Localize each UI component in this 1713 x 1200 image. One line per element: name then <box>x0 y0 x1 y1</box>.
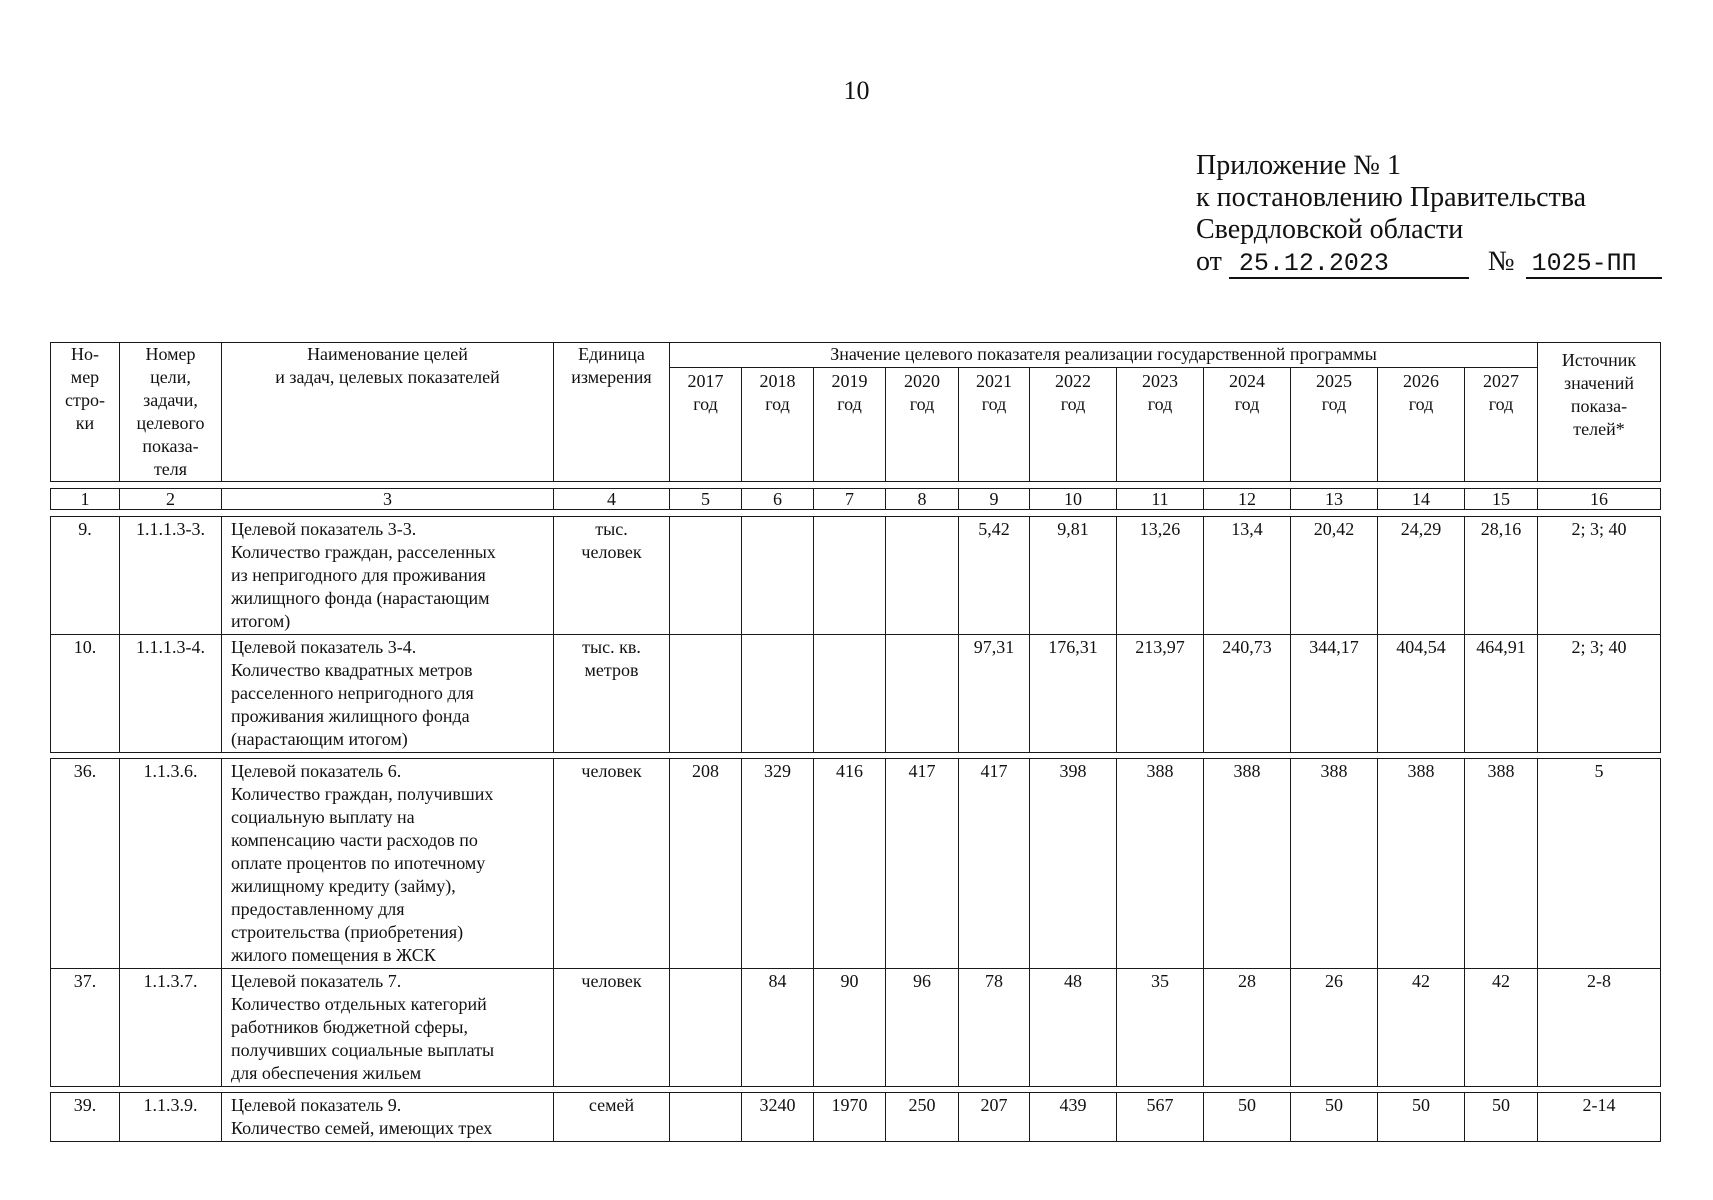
header-text-line: целевого <box>136 413 205 433</box>
indicator-name-line: для обеспечения жильем <box>231 1063 422 1083</box>
header-goal-number <box>120 343 222 482</box>
header-name <box>222 343 554 482</box>
header-year-value: 2023 <box>1142 370 1178 391</box>
indicator-name-line: Количество граждан, получивших <box>231 784 494 804</box>
indicator-name-line: Количество квадратных метров <box>231 660 473 680</box>
table-gap-cell <box>51 510 1661 517</box>
year-value: 84 <box>742 969 814 1087</box>
decree-date: 25.12.2023 <box>1229 251 1469 279</box>
goal-number: 1.1.1.3-4. <box>120 635 222 753</box>
column-numbers-row <box>51 489 1661 510</box>
row-number: 10. <box>51 635 120 753</box>
year-value: 9,81 <box>1030 517 1117 635</box>
appendix-date-line <box>1196 246 1662 279</box>
year-value <box>742 517 814 635</box>
header-year-value: 2027 <box>1483 370 1519 391</box>
year-value: 388 <box>1378 759 1465 969</box>
header-text-line: Наименование целей <box>307 344 468 364</box>
header-year-value: 2018 <box>759 370 796 391</box>
header-year-value: 2017 <box>687 370 724 391</box>
column-number: 8 <box>886 489 959 510</box>
header-year <box>1030 367 1117 481</box>
year-value: 250 <box>886 1093 959 1142</box>
goal-number: 1.1.3.7. <box>120 969 222 1087</box>
goal-number: 1.1.3.9. <box>120 1093 222 1142</box>
column-number: 4 <box>554 489 670 510</box>
header-year <box>814 367 886 481</box>
table-row <box>51 635 1661 753</box>
year-value: 329 <box>742 759 814 969</box>
year-value: 50 <box>1291 1093 1378 1142</box>
header-year-suffix: год <box>909 393 935 414</box>
column-number: 3 <box>222 489 554 510</box>
indicator-name <box>222 517 554 635</box>
header-year <box>1117 367 1204 481</box>
year-value: 567 <box>1117 1093 1204 1142</box>
header-year-suffix: год <box>1488 393 1514 414</box>
from-label: от <box>1196 246 1222 277</box>
column-number: 5 <box>670 489 742 510</box>
year-value: 13,26 <box>1117 517 1204 635</box>
indicator-name-line: жилищного фонда (нарастающим <box>231 588 490 608</box>
year-value: 464,91 <box>1465 635 1538 753</box>
indicator-name-line: проживания жилищного фонда <box>231 706 470 726</box>
indicator-name-line: Целевой показатель 9. <box>231 1095 402 1115</box>
column-number: 14 <box>1378 489 1465 510</box>
header-text-line: Источник <box>1561 350 1637 370</box>
table-gap-cell <box>51 482 1661 489</box>
header-year-value: 2024 <box>1229 370 1265 391</box>
unit-line: человек <box>581 761 642 781</box>
year-value: 28 <box>1204 969 1291 1087</box>
indicator-name <box>222 635 554 753</box>
table-gap <box>51 482 1661 489</box>
year-value: 13,4 <box>1204 517 1291 635</box>
year-value: 78 <box>959 969 1030 1087</box>
header-text-line: стро- <box>64 390 106 410</box>
unit-line: метров <box>584 660 639 680</box>
indicator-name-line: оплате процентов по ипотечному <box>231 853 486 873</box>
indicator-name-line: (нарастающим итогом) <box>231 729 408 749</box>
year-value <box>670 1093 742 1142</box>
year-value: 344,17 <box>1291 635 1378 753</box>
year-value: 388 <box>1204 759 1291 969</box>
indicator-name <box>222 759 554 969</box>
year-value: 388 <box>1465 759 1538 969</box>
year-value: 42 <box>1465 969 1538 1087</box>
indicator-name-line: работников бюджетной сферы, <box>231 1017 468 1037</box>
table-header-row <box>51 343 1661 368</box>
year-value: 50 <box>1465 1093 1538 1142</box>
year-value: 404,54 <box>1378 635 1465 753</box>
header-text-line: мер <box>70 367 100 387</box>
header-text-line: показа- <box>1570 396 1628 416</box>
header-year <box>1465 367 1538 481</box>
indicator-name-line: жилого помещения в ЖСК <box>231 945 436 965</box>
year-value <box>670 635 742 753</box>
header-year-value: 2019 <box>831 370 868 391</box>
unit-line: человек <box>581 542 642 562</box>
indicator-name-line: получивших социальные выплаты <box>231 1040 495 1060</box>
header-year-suffix: год <box>981 393 1007 414</box>
header-text-line: телей* <box>1573 419 1625 439</box>
row-number: 9. <box>51 517 120 635</box>
indicator-name-line: компенсацию части расходов по <box>231 830 478 850</box>
year-value: 90 <box>814 969 886 1087</box>
header-year-value: 2026 <box>1403 370 1439 391</box>
indicators-table <box>50 342 1661 1142</box>
indicator-name-line: социальную выплату на <box>231 807 415 827</box>
header-row-number <box>51 343 120 482</box>
header-year-suffix: год <box>1408 393 1434 414</box>
unit-line: семей <box>588 1095 635 1115</box>
year-value: 398 <box>1030 759 1117 969</box>
decree-number: 1025-ПП <box>1526 251 1662 279</box>
indicator-name-line: строительства (приобретения) <box>231 922 464 942</box>
year-value: 20,42 <box>1291 517 1378 635</box>
appendix-region-line: Свердловской области <box>1196 214 1464 245</box>
header-text-line: Но- <box>71 344 99 364</box>
year-value: 417 <box>886 759 959 969</box>
column-number: 7 <box>814 489 886 510</box>
year-value: 388 <box>1117 759 1204 969</box>
appendix-decree-line: к постановлению Правительства <box>1196 182 1587 213</box>
page-number: 10 <box>843 76 870 105</box>
column-number: 1 <box>51 489 120 510</box>
header-year <box>959 367 1030 481</box>
header-year-value: 2022 <box>1055 370 1091 391</box>
header-text-line: цели, <box>150 367 191 387</box>
year-value: 5,42 <box>959 517 1030 635</box>
indicator-name-line: Количество семей, имеющих трех <box>231 1118 493 1138</box>
header-text-line: и задач, целевых показателей <box>275 367 500 387</box>
year-value <box>886 517 959 635</box>
header-year-suffix: год <box>693 393 718 414</box>
row-number: 37. <box>51 969 120 1087</box>
unit-line: тыс. кв. <box>582 637 641 657</box>
indicator-name-line: Целевой показатель 3-4. <box>231 637 417 657</box>
indicator-name-line: из непригодного для проживания <box>231 565 486 585</box>
unit-line: тыс. <box>595 519 628 539</box>
unit <box>554 759 670 969</box>
header-text-line: значений <box>1564 373 1634 393</box>
indicator-name <box>222 969 554 1087</box>
year-value: 240,73 <box>1204 635 1291 753</box>
year-value <box>670 969 742 1087</box>
year-value: 96 <box>886 969 959 1087</box>
table-row <box>51 1093 1661 1142</box>
source: 2-14 <box>1538 1093 1661 1142</box>
column-number: 15 <box>1465 489 1538 510</box>
column-number: 6 <box>742 489 814 510</box>
header-text-line: Номер <box>145 344 196 364</box>
year-value: 439 <box>1030 1093 1117 1142</box>
column-number: 12 <box>1204 489 1291 510</box>
column-number: 2 <box>120 489 222 510</box>
header-year-suffix: год <box>1147 393 1173 414</box>
year-value: 50 <box>1378 1093 1465 1142</box>
goal-number: 1.1.3.6. <box>120 759 222 969</box>
table-row <box>51 969 1661 1087</box>
indicator-name-line: расселенного непригодного для <box>231 683 474 703</box>
header-year-value: 2021 <box>976 370 1012 391</box>
header-year <box>670 367 742 481</box>
appendix-block <box>1196 150 1662 279</box>
year-value: 417 <box>959 759 1030 969</box>
header-text-line: измерения <box>571 367 652 387</box>
year-value <box>814 635 886 753</box>
source: 2; 3; 40 <box>1538 517 1661 635</box>
year-value: 42 <box>1378 969 1465 1087</box>
year-value: 26 <box>1291 969 1378 1087</box>
year-value: 24,29 <box>1378 517 1465 635</box>
year-value: 176,31 <box>1030 635 1117 753</box>
indicator-name <box>222 1093 554 1142</box>
year-value <box>886 635 959 753</box>
unit <box>554 635 670 753</box>
header-year <box>742 367 814 481</box>
year-value: 213,97 <box>1117 635 1204 753</box>
indicator-name-line: жилищному кредиту (займу), <box>231 876 456 896</box>
indicator-name-line: Целевой показатель 6. <box>231 761 402 781</box>
year-value: 97,31 <box>959 635 1030 753</box>
year-value: 207 <box>959 1093 1030 1142</box>
year-value: 28,16 <box>1465 517 1538 635</box>
source: 5 <box>1538 759 1661 969</box>
indicator-name-line: предоставленному для <box>231 899 405 919</box>
year-value <box>742 635 814 753</box>
year-value: 35 <box>1117 969 1204 1087</box>
header-text-line: ки <box>75 413 95 433</box>
header-year-value: 2020 <box>904 370 940 391</box>
header-values-group: Значение целевого показателя реализации государственной программы <box>670 343 1538 368</box>
column-number: 16 <box>1538 489 1661 510</box>
indicator-name-line: итогом) <box>231 611 291 631</box>
header-source <box>1538 343 1661 482</box>
unit <box>554 969 670 1087</box>
column-number: 10 <box>1030 489 1117 510</box>
table-row <box>51 517 1661 635</box>
header-year-suffix: год <box>765 393 790 414</box>
number-label: № <box>1487 246 1515 277</box>
column-number: 9 <box>959 489 1030 510</box>
indicator-name-line: Целевой показатель 7. <box>231 971 402 991</box>
header-text-line: показа- <box>142 436 199 456</box>
header-year <box>1291 367 1378 481</box>
year-value: 48 <box>1030 969 1117 1087</box>
year-value <box>670 517 742 635</box>
source: 2; 3; 40 <box>1538 635 1661 753</box>
unit <box>554 1093 670 1142</box>
column-number: 13 <box>1291 489 1378 510</box>
header-year <box>886 367 959 481</box>
indicator-name-line: Количество граждан, расселенных <box>231 542 496 562</box>
goal-number: 1.1.1.3-3. <box>120 517 222 635</box>
year-value: 388 <box>1291 759 1378 969</box>
column-number: 11 <box>1117 489 1204 510</box>
header-text-line: Единица <box>578 344 645 364</box>
appendix-title: Приложение № 1 <box>1196 150 1401 181</box>
header-year-suffix: год <box>1321 393 1347 414</box>
indicator-name-line: Целевой показатель 3-3. <box>231 519 417 539</box>
table-row <box>51 759 1661 969</box>
year-value: 208 <box>670 759 742 969</box>
header-year <box>1378 367 1465 481</box>
year-value: 416 <box>814 759 886 969</box>
header-year-suffix: год <box>837 393 862 414</box>
table-gap <box>51 510 1661 517</box>
row-number: 39. <box>51 1093 120 1142</box>
header-year-suffix: год <box>1060 393 1086 414</box>
header-year-value: 2025 <box>1316 370 1352 391</box>
indicator-name-line: Количество отдельных категорий <box>231 994 487 1014</box>
unit-line: человек <box>581 971 642 991</box>
header-text-line: теля <box>153 459 188 479</box>
header-text-line: задачи, <box>143 390 198 410</box>
year-value <box>814 517 886 635</box>
source: 2-8 <box>1538 969 1661 1087</box>
header-year-suffix: год <box>1234 393 1260 414</box>
header-unit <box>554 343 670 482</box>
year-value: 1970 <box>814 1093 886 1142</box>
year-value: 3240 <box>742 1093 814 1142</box>
year-value: 50 <box>1204 1093 1291 1142</box>
header-year <box>1204 367 1291 481</box>
unit <box>554 517 670 635</box>
row-number: 36. <box>51 759 120 969</box>
